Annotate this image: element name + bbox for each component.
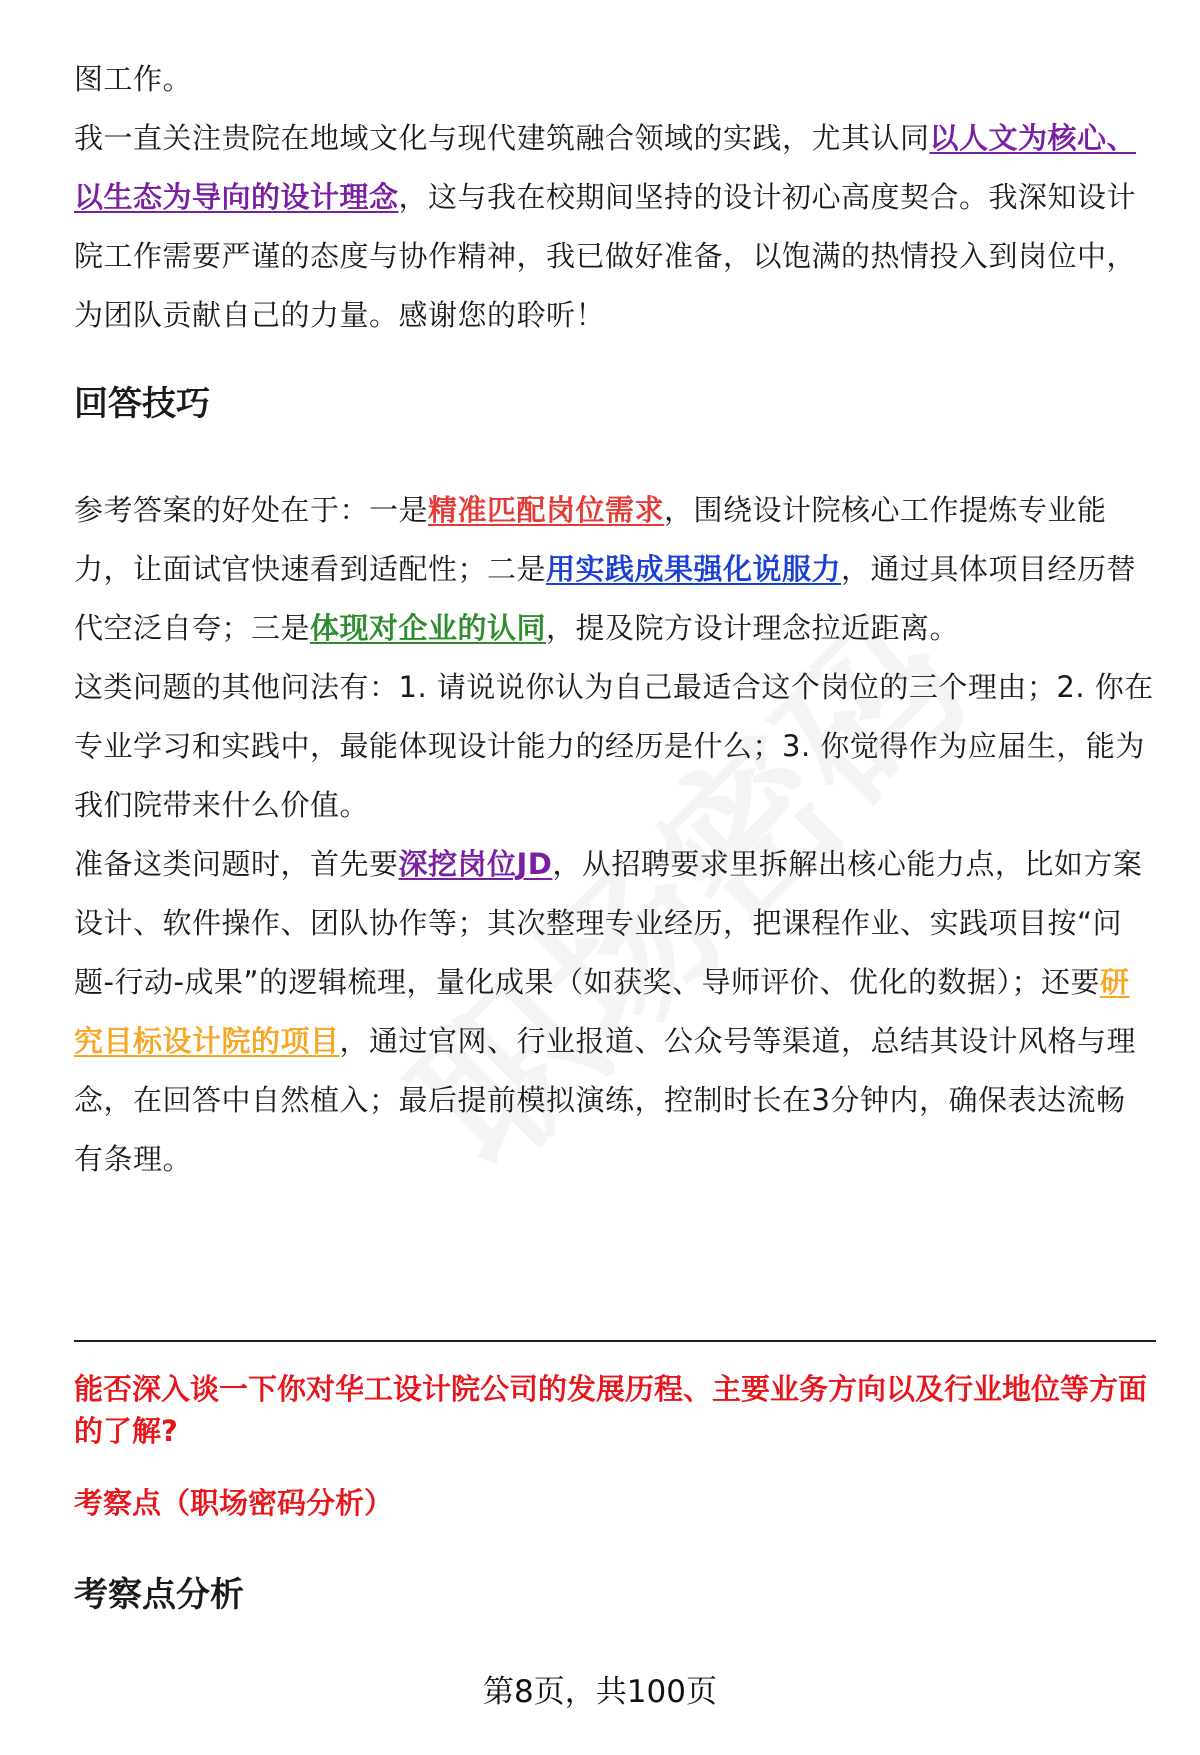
section-title-tips: 回答技巧 — [74, 384, 210, 424]
document-body — [74, 50, 1154, 1189]
text-segment: 准备这类问题时，首先要 — [74, 847, 399, 881]
paragraph-closing — [74, 109, 1154, 345]
divider — [74, 1340, 1156, 1342]
assessment-point-label: 考察点（职场密码分析） — [74, 1486, 394, 1520]
highlight-company-recognition: 体现对企业的认同 — [310, 611, 547, 645]
page-footer: 第8页，共100页 — [483, 1674, 717, 1710]
highlight-practice-results: 用实践成果强化说服力 — [546, 552, 842, 586]
text-segment: 参考答案的好处在于：一是 — [74, 493, 429, 527]
text-segment: 我一直关注贵院在地域文化与现代建筑融合领域的实践，尤其认同 — [74, 121, 930, 155]
text-segment: ，从招聘要求里拆解出核心能力点，比如方案设计、软件操作、团队协作等；其次整理专业经历，把课程作业、实践项目按“问题-行动-成果”的逻辑梳理，量化成果（如获奖、导师评价、优化的数据）；还要 — [74, 847, 1143, 999]
highlight-research-projects: 研究目标设计院的项目 — [74, 965, 1130, 1058]
highlight-jd: 深挖岗位JD — [398, 847, 553, 881]
paragraph-other-questions: 这类问题的其他问法有：1. 请说说你认为自己最适合这个岗位的三个理由；2. 你在专业学习和实践中，最能体现设计能力的经历是什么；3. 你觉得作为应届生，能为我们院带来什么价值。 — [74, 670, 1154, 822]
section-title-analysis: 考察点分析 — [74, 1575, 244, 1615]
paragraph-continuation: 图工作。 — [74, 62, 193, 96]
text-segment: ，通过具体项目经历替代空泛自夸；三是 — [74, 552, 1137, 645]
highlight-design-philosophy: 以人文为核心、以生态为导向的设计理念 — [74, 121, 1137, 214]
interview-question: 能否深入谈一下你对华工设计院公司的发展历程、主要业务方向以及行业地位等方面的了解? — [74, 1372, 1148, 1448]
text-segment: ，通过官网、行业报道、公众号等渠道，总结其设计风格与理念，在回答中自然植入；最后提前模拟演练，控制时长在3分钟内，确保表达流畅有条理。 — [74, 1024, 1137, 1176]
paragraph-preparation — [74, 835, 1154, 1189]
highlight-match-requirements: 精准匹配岗位需求 — [428, 493, 665, 527]
text-segment: ，这与我在校期间坚持的设计初心高度契合。我深知设计院工作需要严谨的态度与协作精神，我已做好准备，以饱满的热情投入到岗位中，为团队贡献自己的力量。感谢您的聆听！ — [74, 180, 1137, 332]
paragraph-tips-benefits — [74, 481, 1154, 658]
text-segment: ，围绕设计院核心工作提炼专业能力，让面试官快速看到适配性；二是 — [74, 493, 1107, 586]
text-segment: ，提及院方设计理念拉近距离。 — [546, 611, 960, 645]
